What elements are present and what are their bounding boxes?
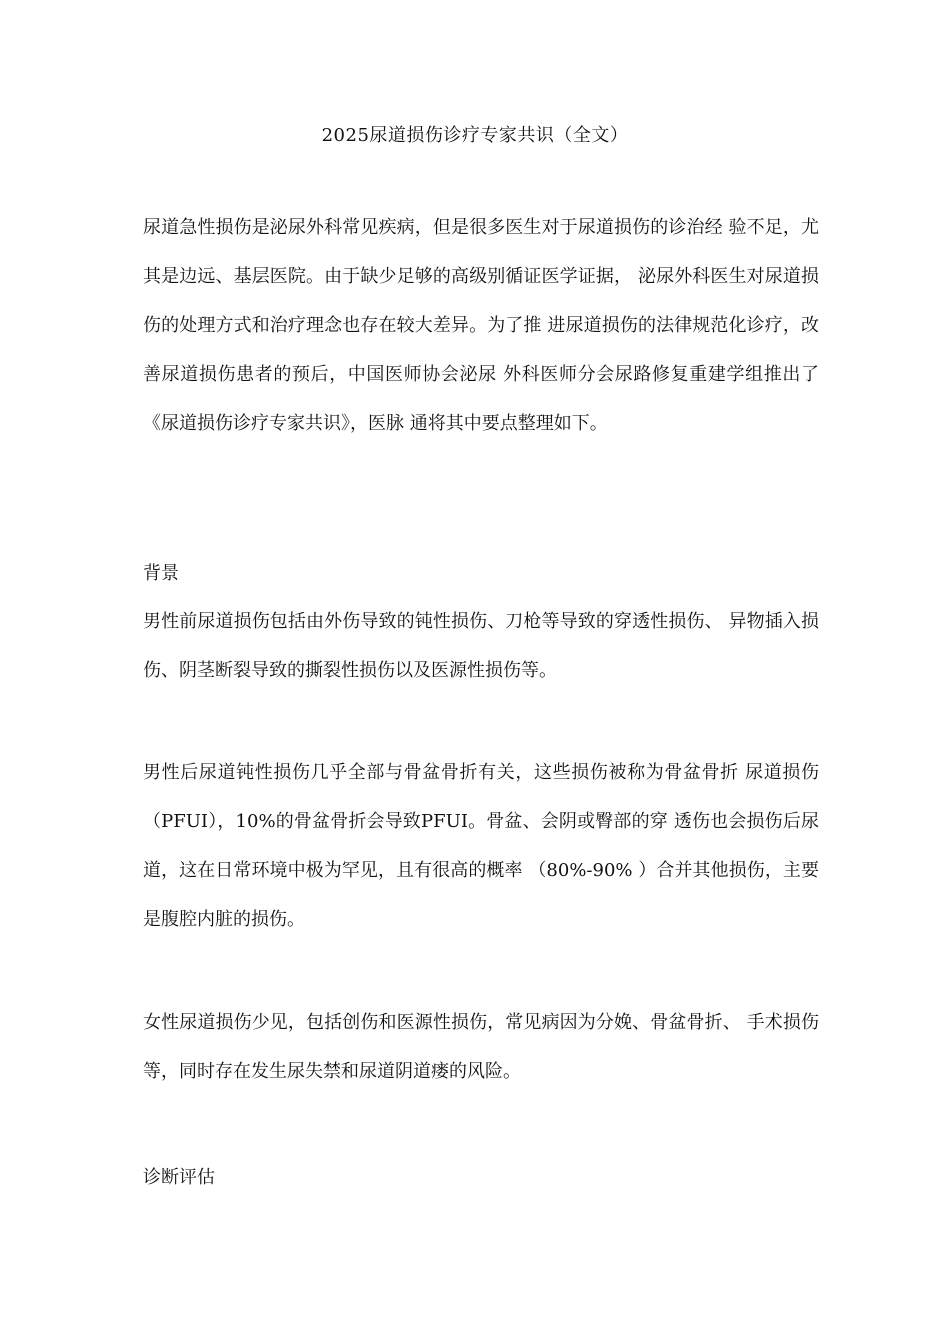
section-heading-background: 背景 (143, 563, 179, 584)
background-paragraph-3: 女性尿道损伤少见，包括创伤和医源性损伤，常见病因为分娩、骨盆骨折、 手术损伤等，同时存在发生尿失禁和尿道阴道瘘的风险。 (143, 1012, 819, 1082)
document-title: 2025尿道损伤诊疗专家共识（全文） (321, 125, 629, 146)
intro-block (143, 203, 819, 448)
background-paragraph-1: 男性前尿道损伤包括由外伤导致的钝性损伤、刀枪等导致的穿透性损伤、 异物插入损伤、阴茎断裂导致的撕裂性损伤以及医源性损伤等。 (143, 611, 819, 681)
diagnosis-heading-block (143, 1166, 819, 1190)
background-heading-block (143, 562, 819, 586)
intro-paragraph: 尿道急性损伤是泌尿外科常见疾病，但是很多医生对于尿道损伤的诊治经 验不足，尤其是边远、基层医院。由于缺少足够的高级别循证医学证据， 泌尿外科医生对尿道损伤的处理方式和治疗理念也存在较大差异。为了推 进尿道损伤的法律规范化诊疗，改善尿道损伤患者的预后，中国医师协会泌尿 外科医师分会尿路修复重建学组推出了《尿道损伤诊疗专家共识》，医脉 通将其中要点整理如下。 (143, 217, 819, 434)
background-paragraph-2: 男性后尿道钝性损伤几乎全部与骨盆骨折有关，这些损伤被称为骨盆骨折 尿道损伤（PFUI），10%的骨盆骨折会导致PFUI。骨盆、会阴或臀部的穿 透伤也会损伤后尿道，这在日常环境中极为罕见，且有很高的概率 （80%-90% ）合并其他损伤，主要是腹腔内脏的损伤。 (143, 762, 819, 930)
background-para1-block (143, 597, 819, 695)
section-heading-diagnosis: 诊断评估 (143, 1167, 215, 1188)
background-para3-block (143, 998, 819, 1096)
background-para2-block (143, 748, 819, 944)
